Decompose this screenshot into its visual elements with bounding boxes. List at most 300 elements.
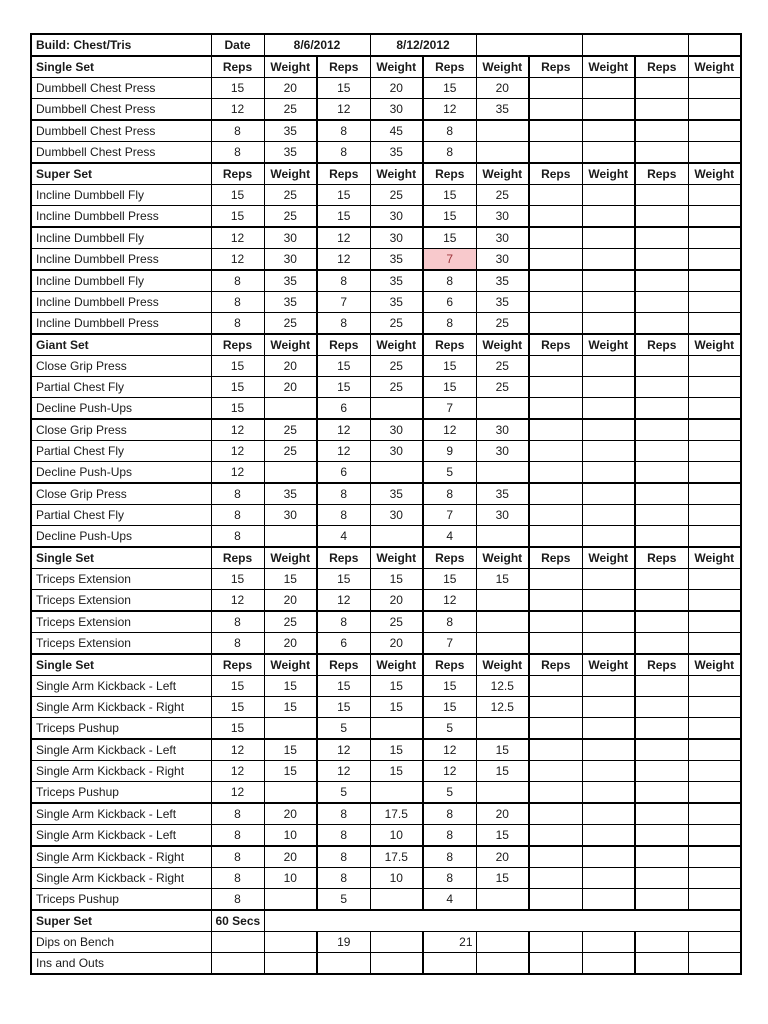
reps-header-cell: Reps bbox=[423, 56, 476, 78]
reps-value-cell bbox=[635, 953, 688, 975]
weight-value-cell: 20 bbox=[264, 633, 317, 655]
weight-value-cell: 20 bbox=[370, 633, 423, 655]
reps-value-cell: 15 bbox=[211, 569, 264, 590]
reps-value-cell: 12 bbox=[211, 419, 264, 441]
exercise-row bbox=[31, 377, 741, 398]
weight-value-cell: 20 bbox=[476, 78, 529, 99]
weight-value-cell bbox=[582, 99, 635, 121]
spreadsheet-sheet bbox=[30, 33, 742, 975]
weight-value-cell bbox=[370, 889, 423, 911]
weight-value-cell: 30 bbox=[264, 505, 317, 526]
reps-value-cell bbox=[635, 313, 688, 335]
weight-value-cell bbox=[476, 526, 529, 548]
reps-value-cell bbox=[211, 953, 264, 975]
weight-value-cell bbox=[476, 462, 529, 484]
reps-value-cell bbox=[529, 313, 582, 335]
weight-value-cell bbox=[688, 419, 741, 441]
weight-value-cell bbox=[688, 99, 741, 121]
weight-value-cell bbox=[688, 761, 741, 782]
reps-value-cell: 8 bbox=[211, 270, 264, 292]
weight-value-cell bbox=[476, 889, 529, 911]
reps-value-cell: 5 bbox=[423, 782, 476, 804]
exercise-name-cell: Close Grip Press bbox=[31, 356, 211, 377]
reps-value-cell bbox=[529, 419, 582, 441]
weight-value-cell bbox=[582, 803, 635, 825]
weight-value-cell bbox=[370, 782, 423, 804]
weight-value-cell: 10 bbox=[264, 868, 317, 889]
reps-value-cell bbox=[423, 953, 476, 975]
reps-value-cell bbox=[529, 249, 582, 271]
reps-value-cell bbox=[529, 398, 582, 420]
reps-value-cell: 15 bbox=[317, 78, 370, 99]
weight-value-cell bbox=[582, 185, 635, 206]
exercise-row bbox=[31, 78, 741, 99]
exercise-row bbox=[31, 120, 741, 142]
reps-value-cell: 12 bbox=[317, 419, 370, 441]
exercise-row bbox=[31, 398, 741, 420]
weight-value-cell: 20 bbox=[264, 803, 317, 825]
weight-value-cell: 30 bbox=[476, 249, 529, 271]
weight-header-cell: Weight bbox=[582, 334, 635, 356]
weight-value-cell: 25 bbox=[476, 356, 529, 377]
weight-value-cell bbox=[582, 505, 635, 526]
reps-value-cell bbox=[529, 676, 582, 697]
weight-value-cell: 35 bbox=[370, 483, 423, 505]
reps-value-cell: 12 bbox=[211, 590, 264, 612]
weight-value-cell: 30 bbox=[476, 419, 529, 441]
weight-header-cell: Weight bbox=[688, 56, 741, 78]
weight-value-cell: 15 bbox=[476, 825, 529, 847]
weight-value-cell: 20 bbox=[264, 590, 317, 612]
weight-value-cell: 15 bbox=[476, 739, 529, 761]
weight-value-cell: 15 bbox=[264, 676, 317, 697]
reps-value-cell: 15 bbox=[211, 377, 264, 398]
weight-value-cell: 35 bbox=[370, 270, 423, 292]
reps-value-cell bbox=[635, 611, 688, 633]
exercise-row bbox=[31, 185, 741, 206]
reps-value-cell: 8 bbox=[317, 846, 370, 868]
weight-value-cell bbox=[476, 633, 529, 655]
weight-value-cell: 25 bbox=[370, 611, 423, 633]
weight-value-cell: 12.5 bbox=[476, 676, 529, 697]
exercise-name-cell: Triceps Pushup bbox=[31, 718, 211, 740]
reps-value-cell: 8 bbox=[317, 505, 370, 526]
reps-value-cell: 15 bbox=[423, 377, 476, 398]
reps-value-cell: 8 bbox=[423, 611, 476, 633]
weight-value-cell bbox=[688, 889, 741, 911]
reps-value-cell: 5 bbox=[423, 462, 476, 484]
weight-value-cell: 15 bbox=[370, 569, 423, 590]
weight-value-cell: 25 bbox=[370, 185, 423, 206]
reps-value-cell bbox=[529, 718, 582, 740]
reps-header-cell: Reps bbox=[211, 654, 264, 676]
reps-header-cell: Reps bbox=[317, 163, 370, 185]
reps-value-cell bbox=[529, 569, 582, 590]
weight-value-cell: 35 bbox=[264, 120, 317, 142]
reps-value-cell bbox=[635, 483, 688, 505]
weight-header-cell: Weight bbox=[688, 334, 741, 356]
weight-value-cell bbox=[688, 462, 741, 484]
weight-value-cell bbox=[582, 142, 635, 164]
reps-value-cell: 12 bbox=[317, 99, 370, 121]
reps-value-cell: 8 bbox=[317, 483, 370, 505]
weight-value-cell bbox=[476, 953, 529, 975]
weight-value-cell: 35 bbox=[476, 270, 529, 292]
weight-header-cell: Weight bbox=[370, 547, 423, 569]
reps-value-cell bbox=[529, 633, 582, 655]
reps-value-cell bbox=[635, 633, 688, 655]
exercise-name-cell: Single Arm Kickback - Left bbox=[31, 803, 211, 825]
reps-value-cell: 15 bbox=[317, 569, 370, 590]
reps-value-cell: 12 bbox=[211, 782, 264, 804]
exercise-name-cell: Dips on Bench bbox=[31, 932, 211, 953]
exercise-name-cell: Triceps Pushup bbox=[31, 782, 211, 804]
weight-value-cell: 30 bbox=[264, 249, 317, 271]
exercise-row bbox=[31, 590, 741, 612]
highlighted-reps-cell: 7 bbox=[423, 249, 476, 271]
merged-empty-cell bbox=[476, 34, 582, 56]
weight-value-cell: 10 bbox=[370, 868, 423, 889]
reps-value-cell: 8 bbox=[211, 120, 264, 142]
reps-value-cell bbox=[635, 78, 688, 99]
weight-value-cell bbox=[688, 78, 741, 99]
reps-value-cell: 6 bbox=[423, 292, 476, 313]
weight-header-cell: Weight bbox=[370, 654, 423, 676]
exercise-row bbox=[31, 846, 741, 868]
weight-header-cell: Weight bbox=[264, 334, 317, 356]
exercise-row bbox=[31, 313, 741, 335]
reps-value-cell: 15 bbox=[317, 377, 370, 398]
weight-value-cell bbox=[582, 377, 635, 398]
weight-header-cell: Weight bbox=[476, 547, 529, 569]
weight-value-cell: 15 bbox=[476, 569, 529, 590]
reps-value-cell: 7 bbox=[423, 633, 476, 655]
exercise-row bbox=[31, 868, 741, 889]
exercise-row bbox=[31, 142, 741, 164]
exercise-row bbox=[31, 803, 741, 825]
reps-value-cell bbox=[529, 846, 582, 868]
weight-value-cell: 15 bbox=[476, 761, 529, 782]
reps-value-cell bbox=[635, 739, 688, 761]
weight-value-cell bbox=[688, 676, 741, 697]
reps-value-cell: 8 bbox=[211, 611, 264, 633]
weight-header-cell: Weight bbox=[476, 334, 529, 356]
weight-header-cell: Weight bbox=[688, 547, 741, 569]
weight-value-cell bbox=[688, 185, 741, 206]
section-header-row bbox=[31, 334, 741, 356]
reps-value-cell: 12 bbox=[211, 761, 264, 782]
weight-value-cell bbox=[582, 569, 635, 590]
weight-value-cell: 20 bbox=[476, 803, 529, 825]
weight-value-cell bbox=[688, 398, 741, 420]
reps-header-cell: Reps bbox=[317, 334, 370, 356]
weight-value-cell bbox=[582, 483, 635, 505]
weight-value-cell: 25 bbox=[370, 356, 423, 377]
reps-value-cell bbox=[529, 227, 582, 249]
weight-value-cell bbox=[582, 398, 635, 420]
reps-header-cell: Reps bbox=[529, 654, 582, 676]
weight-value-cell: 30 bbox=[370, 419, 423, 441]
weight-value-cell bbox=[688, 377, 741, 398]
weight-value-cell bbox=[688, 932, 741, 953]
weight-header-cell: Weight bbox=[370, 56, 423, 78]
reps-header-cell: Reps bbox=[211, 56, 264, 78]
weight-value-cell bbox=[582, 953, 635, 975]
weight-header-cell: Weight bbox=[264, 654, 317, 676]
reps-value-cell: 8 bbox=[317, 313, 370, 335]
exercise-name-cell: Dumbbell Chest Press bbox=[31, 120, 211, 142]
exercise-row bbox=[31, 99, 741, 121]
weight-value-cell bbox=[582, 889, 635, 911]
weight-value-cell bbox=[582, 526, 635, 548]
weight-value-cell: 12.5 bbox=[476, 697, 529, 718]
reps-header-cell: Reps bbox=[635, 547, 688, 569]
reps-value-cell bbox=[635, 206, 688, 228]
weight-value-cell bbox=[688, 953, 741, 975]
weight-value-cell bbox=[688, 505, 741, 526]
reps-value-cell bbox=[635, 227, 688, 249]
date-value-cell: 8/12/2012 bbox=[370, 34, 476, 56]
section-label-cell: Super Set bbox=[31, 163, 211, 185]
weight-value-cell: 25 bbox=[264, 206, 317, 228]
reps-header-cell: Reps bbox=[635, 163, 688, 185]
reps-value-cell bbox=[529, 206, 582, 228]
weight-header-cell: Weight bbox=[476, 56, 529, 78]
weight-value-cell bbox=[264, 398, 317, 420]
reps-value-cell: 15 bbox=[211, 356, 264, 377]
weight-value-cell bbox=[264, 718, 317, 740]
weight-value-cell bbox=[582, 932, 635, 953]
reps-value-cell: 21 bbox=[423, 932, 476, 953]
reps-value-cell: 12 bbox=[423, 419, 476, 441]
weight-value-cell: 17.5 bbox=[370, 846, 423, 868]
section-label-cell: Single Set bbox=[31, 547, 211, 569]
section-header-row bbox=[31, 56, 741, 78]
reps-value-cell: 5 bbox=[317, 889, 370, 911]
weight-header-cell: Weight bbox=[476, 654, 529, 676]
exercise-name-cell: Incline Dumbbell Press bbox=[31, 292, 211, 313]
exercise-row bbox=[31, 611, 741, 633]
reps-header-cell: Reps bbox=[211, 547, 264, 569]
reps-header-cell: Reps bbox=[529, 334, 582, 356]
reps-value-cell bbox=[529, 739, 582, 761]
weight-value-cell: 25 bbox=[264, 99, 317, 121]
weight-value-cell bbox=[688, 483, 741, 505]
weight-value-cell bbox=[582, 227, 635, 249]
reps-value-cell: 5 bbox=[317, 718, 370, 740]
exercise-name-cell: Dumbbell Chest Press bbox=[31, 142, 211, 164]
exercise-name-cell: Single Arm Kickback - Left bbox=[31, 676, 211, 697]
exercise-name-cell: Decline Push-Ups bbox=[31, 398, 211, 420]
reps-value-cell: 8 bbox=[423, 120, 476, 142]
reps-value-cell bbox=[529, 377, 582, 398]
reps-value-cell bbox=[635, 462, 688, 484]
reps-value-cell: 8 bbox=[211, 889, 264, 911]
weight-value-cell bbox=[582, 846, 635, 868]
weight-value-cell: 35 bbox=[264, 142, 317, 164]
reps-value-cell bbox=[635, 270, 688, 292]
exercise-row bbox=[31, 697, 741, 718]
reps-value-cell: 12 bbox=[211, 441, 264, 462]
reps-value-cell: 8 bbox=[423, 270, 476, 292]
exercise-row bbox=[31, 953, 741, 975]
reps-header-cell: Reps bbox=[635, 334, 688, 356]
weight-value-cell bbox=[582, 249, 635, 271]
weight-header-cell: Weight bbox=[264, 56, 317, 78]
weight-value-cell: 35 bbox=[264, 483, 317, 505]
exercise-name-cell: Dumbbell Chest Press bbox=[31, 78, 211, 99]
weight-value-cell: 30 bbox=[476, 505, 529, 526]
weight-value-cell bbox=[476, 611, 529, 633]
weight-value-cell: 30 bbox=[264, 227, 317, 249]
weight-value-cell bbox=[476, 398, 529, 420]
weight-header-cell: Weight bbox=[688, 163, 741, 185]
weight-value-cell bbox=[688, 782, 741, 804]
reps-value-cell bbox=[635, 292, 688, 313]
exercise-name-cell: Partial Chest Fly bbox=[31, 441, 211, 462]
reps-value-cell: 12 bbox=[317, 227, 370, 249]
reps-value-cell: 8 bbox=[211, 292, 264, 313]
weight-value-cell bbox=[688, 846, 741, 868]
exercise-row bbox=[31, 739, 741, 761]
reps-header-cell: Reps bbox=[529, 163, 582, 185]
reps-value-cell bbox=[211, 932, 264, 953]
exercise-row bbox=[31, 227, 741, 249]
weight-value-cell: 20 bbox=[264, 377, 317, 398]
exercise-name-cell: Decline Push-Ups bbox=[31, 526, 211, 548]
weight-header-cell: Weight bbox=[582, 163, 635, 185]
reps-value-cell bbox=[529, 889, 582, 911]
section-header-row bbox=[31, 654, 741, 676]
weight-value-cell bbox=[582, 356, 635, 377]
reps-value-cell: 15 bbox=[211, 206, 264, 228]
merged-empty-cell bbox=[264, 910, 741, 932]
weight-value-cell bbox=[688, 313, 741, 335]
weight-value-cell bbox=[688, 206, 741, 228]
reps-value-cell: 15 bbox=[211, 718, 264, 740]
weight-value-cell: 30 bbox=[370, 227, 423, 249]
weight-header-cell: Weight bbox=[264, 163, 317, 185]
reps-value-cell bbox=[529, 462, 582, 484]
reps-value-cell: 15 bbox=[423, 676, 476, 697]
reps-value-cell: 12 bbox=[423, 761, 476, 782]
reps-value-cell: 15 bbox=[423, 569, 476, 590]
weight-value-cell: 15 bbox=[370, 739, 423, 761]
weight-value-cell: 30 bbox=[476, 441, 529, 462]
reps-value-cell bbox=[317, 953, 370, 975]
exercise-name-cell: Ins and Outs bbox=[31, 953, 211, 975]
date-value-cell: 8/6/2012 bbox=[264, 34, 370, 56]
exercise-name-cell: Triceps Extension bbox=[31, 611, 211, 633]
reps-value-cell bbox=[635, 441, 688, 462]
reps-value-cell bbox=[529, 825, 582, 847]
reps-header-cell: Reps bbox=[317, 56, 370, 78]
weight-value-cell bbox=[476, 120, 529, 142]
weight-value-cell bbox=[688, 249, 741, 271]
exercise-row bbox=[31, 889, 741, 911]
reps-value-cell: 12 bbox=[423, 590, 476, 612]
weight-value-cell: 25 bbox=[476, 377, 529, 398]
weight-value-cell bbox=[582, 120, 635, 142]
reps-value-cell: 12 bbox=[317, 441, 370, 462]
reps-value-cell: 8 bbox=[211, 825, 264, 847]
reps-value-cell bbox=[635, 697, 688, 718]
reps-value-cell bbox=[529, 78, 582, 99]
weight-value-cell: 35 bbox=[264, 270, 317, 292]
weight-value-cell: 15 bbox=[370, 676, 423, 697]
exercise-name-cell: Single Arm Kickback - Right bbox=[31, 697, 211, 718]
exercise-name-cell: Close Grip Press bbox=[31, 419, 211, 441]
reps-value-cell: 6 bbox=[317, 633, 370, 655]
reps-header-cell: Reps bbox=[529, 547, 582, 569]
weight-value-cell: 30 bbox=[370, 206, 423, 228]
reps-value-cell: 12 bbox=[211, 739, 264, 761]
reps-value-cell: 12 bbox=[423, 99, 476, 121]
weight-value-cell: 20 bbox=[264, 78, 317, 99]
rest-duration-cell: 60 Secs bbox=[211, 910, 264, 932]
weight-value-cell bbox=[264, 953, 317, 975]
exercise-row bbox=[31, 932, 741, 953]
weight-value-cell: 25 bbox=[476, 313, 529, 335]
weight-value-cell bbox=[582, 868, 635, 889]
weight-value-cell: 20 bbox=[370, 590, 423, 612]
weight-value-cell bbox=[582, 676, 635, 697]
reps-value-cell bbox=[529, 356, 582, 377]
weight-value-cell: 35 bbox=[476, 292, 529, 313]
weight-header-cell: Weight bbox=[264, 547, 317, 569]
reps-value-cell bbox=[635, 932, 688, 953]
weight-value-cell bbox=[370, 462, 423, 484]
exercise-name-cell: Single Arm Kickback - Right bbox=[31, 868, 211, 889]
weight-value-cell: 10 bbox=[370, 825, 423, 847]
reps-value-cell bbox=[529, 782, 582, 804]
workout-table bbox=[30, 33, 742, 975]
exercise-name-cell: Triceps Extension bbox=[31, 590, 211, 612]
weight-value-cell: 30 bbox=[370, 441, 423, 462]
reps-value-cell bbox=[635, 825, 688, 847]
reps-header-cell: Reps bbox=[529, 56, 582, 78]
reps-value-cell: 8 bbox=[423, 313, 476, 335]
reps-value-cell bbox=[529, 526, 582, 548]
weight-value-cell bbox=[582, 718, 635, 740]
reps-value-cell: 8 bbox=[317, 611, 370, 633]
workout-table-body bbox=[31, 34, 741, 974]
reps-value-cell: 15 bbox=[423, 185, 476, 206]
reps-value-cell bbox=[635, 868, 688, 889]
section-header-row bbox=[31, 547, 741, 569]
exercise-name-cell: Triceps Extension bbox=[31, 569, 211, 590]
weight-value-cell: 45 bbox=[370, 120, 423, 142]
reps-value-cell bbox=[529, 142, 582, 164]
reps-value-cell bbox=[529, 120, 582, 142]
reps-value-cell: 8 bbox=[211, 803, 264, 825]
exercise-row bbox=[31, 462, 741, 484]
weight-value-cell bbox=[264, 889, 317, 911]
reps-value-cell: 8 bbox=[317, 142, 370, 164]
reps-value-cell: 4 bbox=[423, 526, 476, 548]
section-label-cell: Giant Set bbox=[31, 334, 211, 356]
weight-value-cell: 25 bbox=[264, 419, 317, 441]
weight-value-cell: 15 bbox=[264, 569, 317, 590]
reps-value-cell: 8 bbox=[423, 868, 476, 889]
merged-empty-cell bbox=[582, 34, 688, 56]
weight-value-cell: 25 bbox=[264, 441, 317, 462]
reps-header-cell: Reps bbox=[211, 334, 264, 356]
weight-value-cell: 20 bbox=[476, 846, 529, 868]
reps-value-cell: 12 bbox=[317, 590, 370, 612]
reps-value-cell: 8 bbox=[211, 313, 264, 335]
exercise-row bbox=[31, 633, 741, 655]
